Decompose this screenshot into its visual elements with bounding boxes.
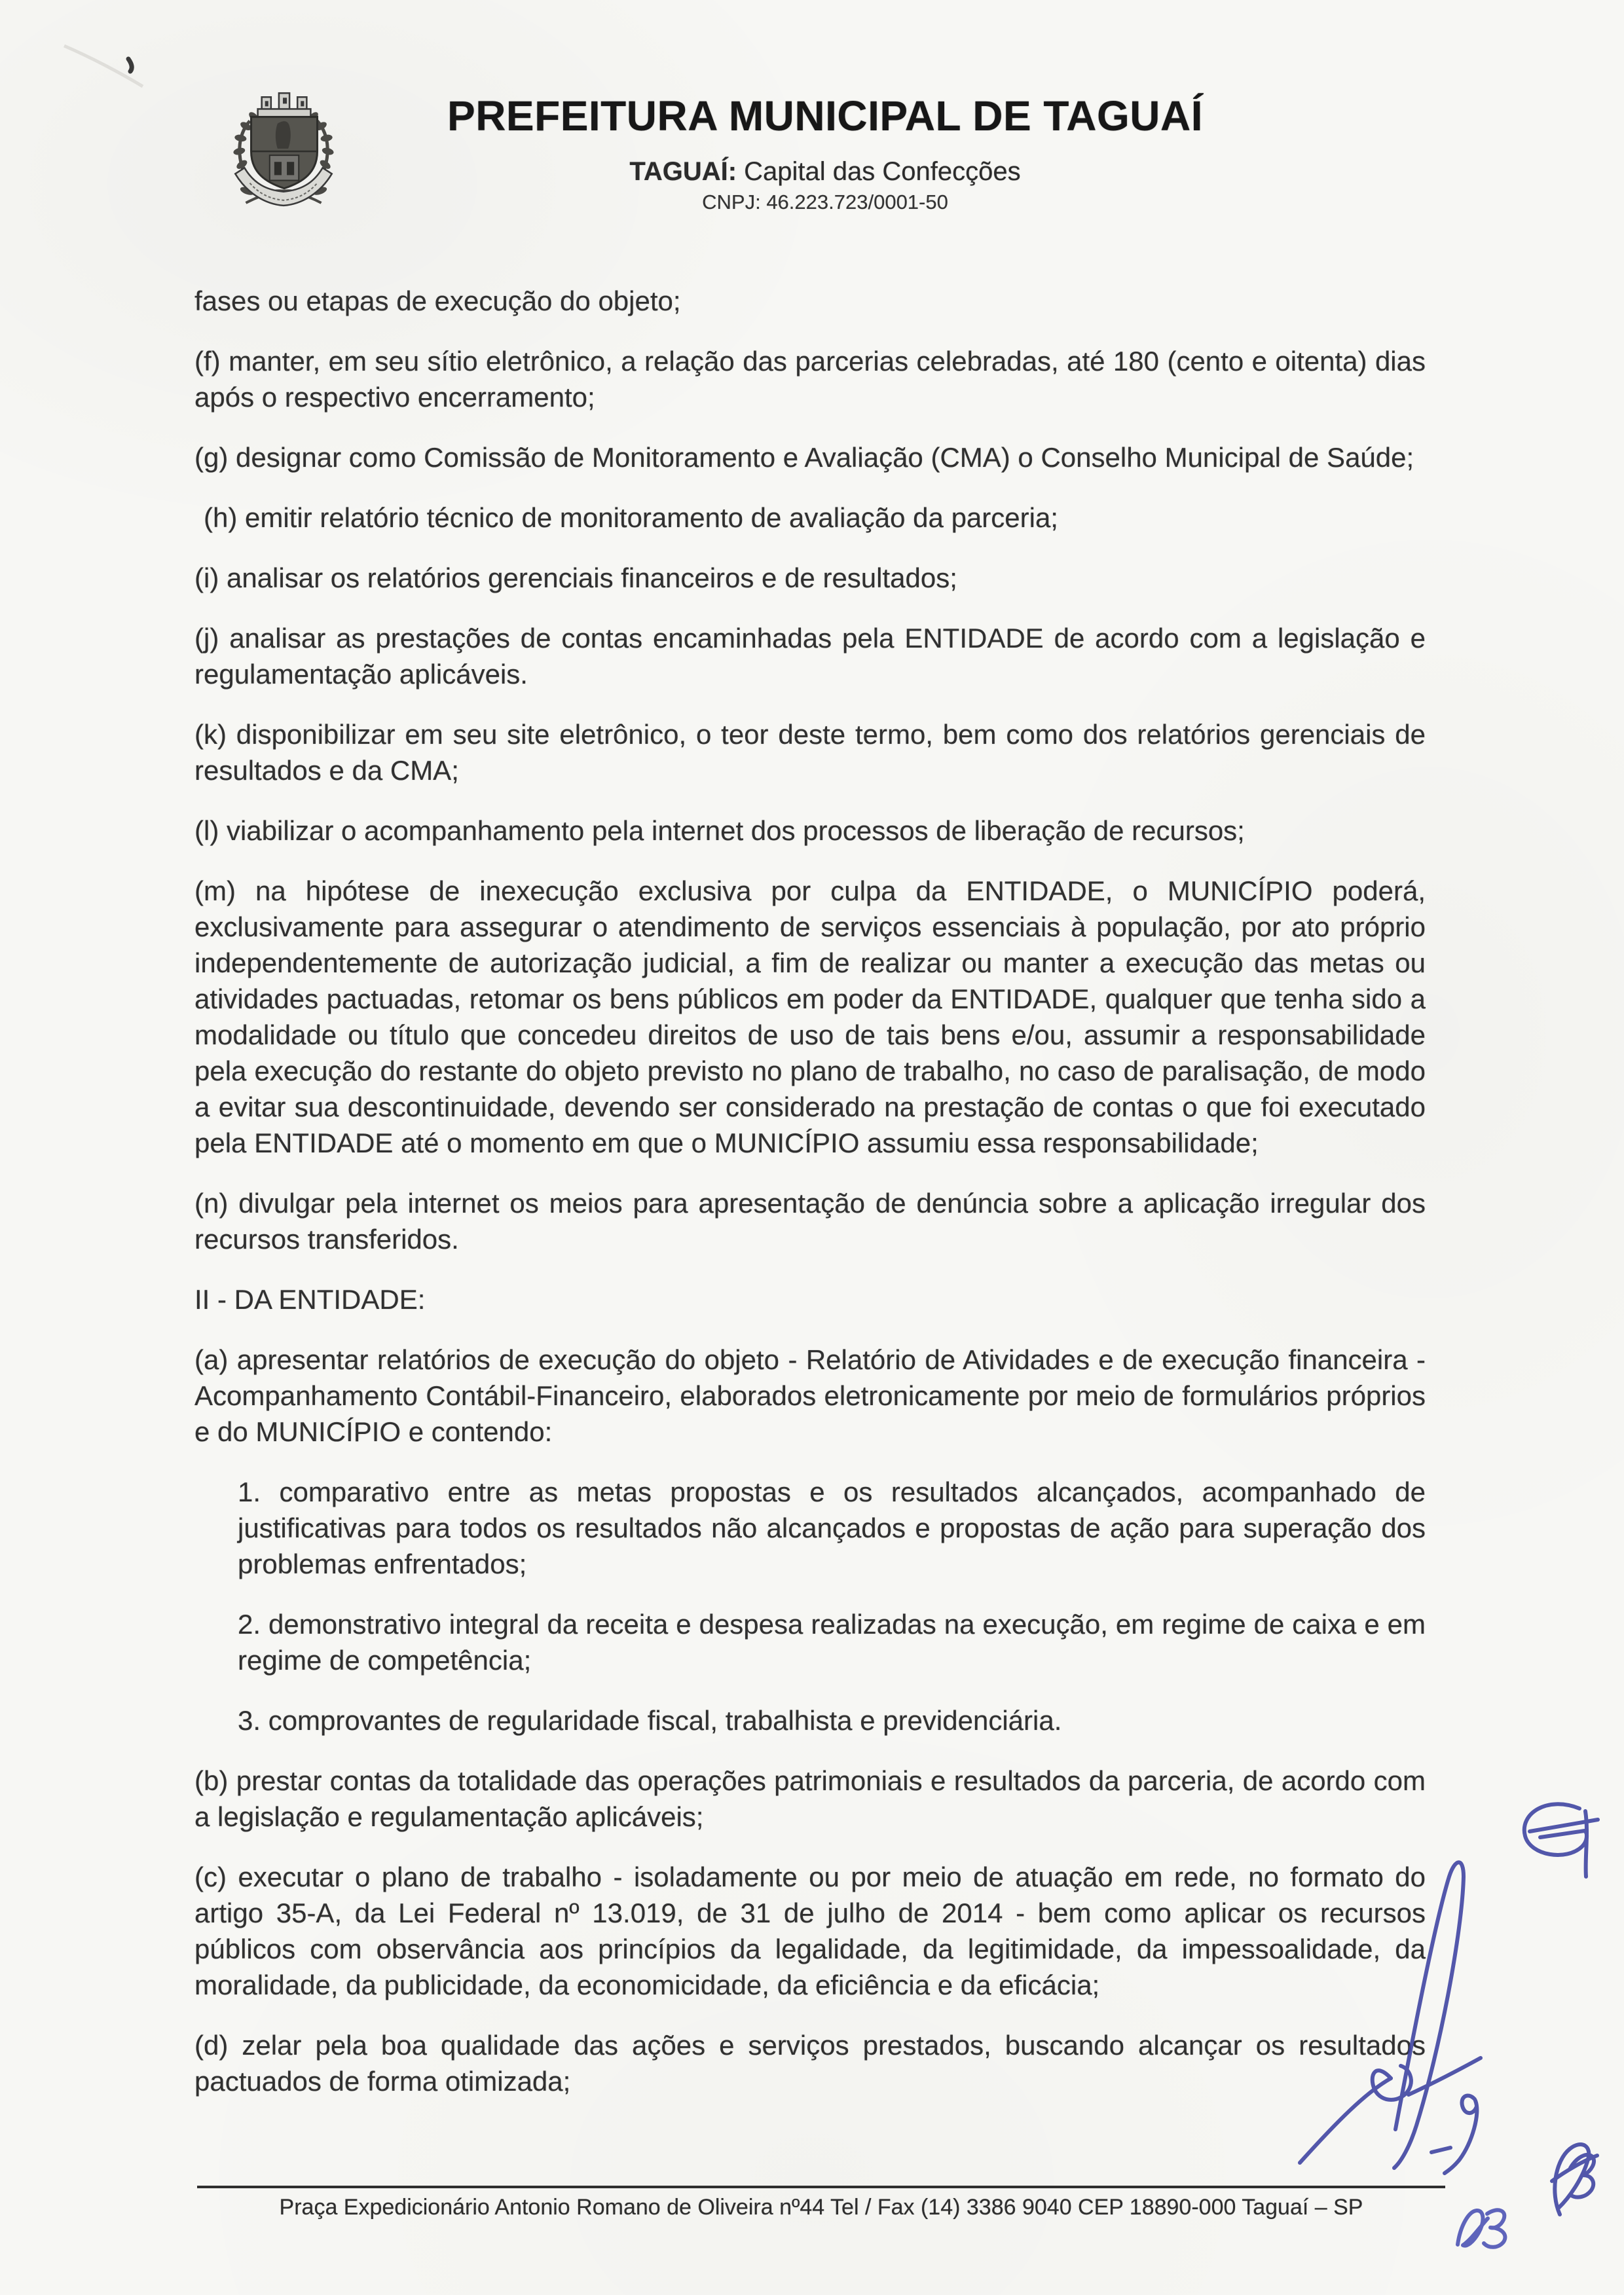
municipal-coat-of-arms-logo <box>225 80 342 212</box>
scan-streak <box>64 46 143 86</box>
paragraph-subitem-1: 1. comparativo entre as metas propostas e os resultados alcançados, acompanhado de justificativas para todos os resultados não alcançados e propostas de ação para superação dos problemas enfrentados; <box>238 1477 1426 1579</box>
signature-initials-bottom-right-icon <box>1552 2144 1597 2214</box>
paragraph-item-i: (i) analisar os relatórios gerenciais financeiros e de resultados; <box>194 562 957 593</box>
scan-speck <box>128 59 132 71</box>
paragraph-item-m: (m) na hipótese de inexecução exclusiva por culpa da ENTIDADE, o MUNICÍPIO poderá, exclusivamente para assegurar o atendimento de serviços essenciais à população, por ato próprio independentemente de autorização judicial, a fim de realizar ou manter a execução das metas ou atividades pactuadas, retomar os bens públicos em poder da ENTIDADE, qualquer que tenha sido a modalidade ou título que concedeu direitos de uso de tais bens e/ou, assumir a responsabilidade pela execução do restante do objeto previsto no plano de trabalho, no caso de paralisação, de modo a evitar sua descontinuidade, devendo ser considerado na prestação de contas o que foi executado pela ENTIDADE até o momento em que o MUNICÍPIO assumiu essa responsabilidade; <box>194 875 1426 1158</box>
paragraph-intro: fases ou etapas de execução do objeto; <box>194 285 681 316</box>
paragraph-item-f: (f) manter, em seu sítio eletrônico, a relação das parcerias celebradas, até 180 (cento e oitenta) dias após o respectivo encerramento; <box>194 346 1426 413</box>
section-heading-entidade: II - DA ENTIDADE: <box>194 1284 426 1315</box>
paragraph-item-c: (c) executar o plano de trabalho - isoladamente ou por meio de atuação em rede, no formato do artigo 35-A, da Lei Federal nº 13.019, de 31 de julho de 2014 - bem como aplicar os recursos públicos com observância aos princípios da legalidade, da legitimidade, da impessoalidade, da moralidade, da publicidade, da economicidade, da eficiência e da eficácia; <box>194 1862 1426 2000</box>
paragraph-item-d: (d) zelar pela boa qualidade das ações e serviços prestados, buscando alcançar os resultados pactuados de forma otimizada; <box>194 2030 1426 2097</box>
letterhead-subtitle <box>327 157 1323 187</box>
paragraph-item-j: (j) analisar as prestações de contas encaminhadas pela ENTIDADE de acordo com a legislação e regulamentação aplicáveis. <box>194 623 1426 689</box>
footer-address: Praça Expedicionário Antonio Romano de Oliveira nº44 Tel / Fax (14) 3386 9040 CEP 18890-000 Taguaí – SP <box>279 2195 1363 2220</box>
paragraph-subitem-3: 3. comprovantes de regularidade fiscal, trabalhista e previdenciária. <box>238 1705 1062 1736</box>
paragraph-item-b: (b) prestar contas da totalidade das operações patrimoniais e resultados da parceria, de acordo com a legislação e regulamentação aplicáveis; <box>194 1765 1426 1832</box>
letterhead-cnpj: CNPJ: 46.223.723/0001-50 <box>702 191 948 213</box>
signature-initials-top-right-icon <box>1524 1804 1598 1877</box>
footer-rule <box>197 2186 1445 2188</box>
document-body <box>194 283 1426 2123</box>
paragraph-item-g: (g) designar como Comissão de Monitoramento e Avaliação (CMA) o Conselho Municipal de Saúde; <box>194 442 1414 473</box>
signature-initials-bottom-center-icon <box>1458 2210 1505 2247</box>
paragraph-item-h: (h) emitir relatório técnico de monitoramento de avaliação da parceria; <box>204 502 1058 533</box>
signature-mark-dash-icon <box>1431 2095 1477 2173</box>
paragraph-item-n: (n) divulgar pela internet os meios para apresentação de denúncia sobre a aplicação irregular dos recursos transferidos. <box>194 1188 1426 1255</box>
paragraph-item-k: (k) disponibilizar em seu site eletrônico, o teor deste termo, bem como dos relatórios gerenciais de resultados e da CMA; <box>194 719 1426 786</box>
letterhead-subtitle-city: TAGUAÍ: <box>629 157 737 186</box>
paragraph-subitem-2: 2. demonstrativo integral da receita e despesa realizadas na execução, em regime de caixa e em regime de competência; <box>238 1609 1426 1676</box>
letterhead-text <box>327 92 1323 214</box>
page-title: PREFEITURA MUNICIPAL DE TAGUAÍ <box>447 92 1203 139</box>
letterhead-subtitle-motto: Capital das Confecções <box>737 157 1021 186</box>
paragraph-item-l: (l) viabilizar o acompanhamento pela internet dos processos de liberação de recursos; <box>194 815 1245 846</box>
paragraph-item-a: (a) apresentar relatórios de execução do objeto - Relatório de Atividades e de execução financeira - Acompanhamento Contábil-Financeiro, elaborados eletronicamente por meio de formulários próprios e do MUNICÍPIO e contendo: <box>194 1344 1426 1447</box>
